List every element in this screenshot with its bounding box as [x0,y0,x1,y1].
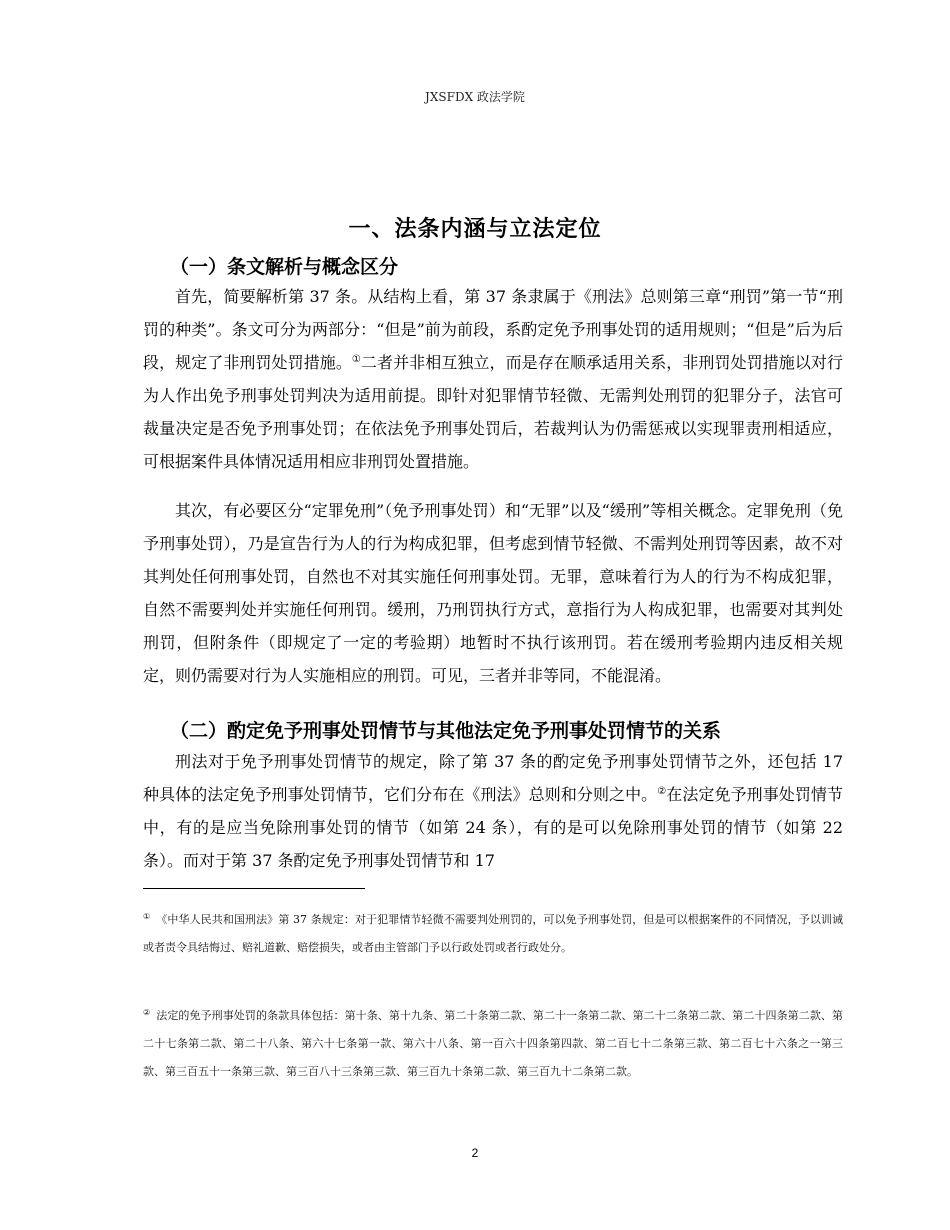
paragraph-1-text-a: 首先，简要解析第 37 条。从结构上看，第 37 条隶属于《刑法》总则第三章“刑罚”第一节“刑罚的种类”。条文可分为两部分：“但是”前为前段，系酌定免予刑事处罚的适用规则；“但是”后为后段，规定了非刑罚处罚措施。 [143,287,843,372]
paragraph-1 [143,280,843,478]
subsection-heading-1: （一）条文解析与概念区分 [170,256,399,278]
footnote-2 [143,1002,843,1086]
paragraph-3-text-a: 刑法对于免予刑事处罚情节的规定，除了第 37 条的酌定免予刑事处罚情节之外，还包括 17 种具体的法定免予刑事处罚情节，它们分布在《刑法》总则和分则之中。 [143,752,843,804]
paragraph-3 [143,745,843,877]
footnote-ref-2[interactable]: ② [657,786,667,797]
footnote-2-mark: ② [143,1008,151,1017]
footnote-1-text: 《中华人民共和国刑法》第 37 条规定：对于犯罪情节轻微不需要判处刑罚的，可以免予刑事处罚，但是可以根据案件的不同情况，予以训诫或者责令具结悔过、赔礼道歉、赔偿损失，或者由主管部门予以行政处罚或者行政处分。 [143,913,844,954]
footnote-1-mark: ① [143,912,151,921]
footnote-separator [143,888,365,889]
paragraph-3-text-b: 在法定免予刑事处罚情节中，有的是应当免除刑事处罚的情节（如第 24 条），有的是可以免除刑事处罚的情节（如第 22 条）。而对于第 37 条酌定免予刑事处罚情节和 17 [143,785,843,870]
subsection-heading-2: （二）酌定免予刑事处罚情节与其他法定免予刑事处罚情节的关系 [170,720,722,742]
page-header: JXSFDX 政法学院 [425,90,525,104]
paragraph-2: 其次，有必要区分“定罪免刑”（免予刑事处罚）和“无罪”以及“缓刑”等相关概念。定罪免刑（免予刑事处罚），乃是宣告行为人的行为构成犯罪，但考虑到情节轻微、不需判处刑罚等因素，故不对其判处任何刑事处罚，自然也不对其实施任何刑事处罚。无罪，意味着行为人的行为不构成犯罪，自然不需要判处并实施任何刑罚。缓刑，乃刑罚执行方式，意指行为人构成犯罪，也需要对其判处刑罚，但附条件（即规定了一定的考验期）地暂时不执行该刑罚。若在缓刑考验期内违反相关规定，则仍需要对行为人实施相应的刑罚。可见，三者并非等同，不能混淆。 [143,501,843,685]
paragraph-1-text-b: 二者并非相互独立，而是存在顺承适用关系，非刑罚处罚措施以对行为人作出免予刑事处罚判决为适用前提。即针对犯罪情节轻微、无需判处刑罚的犯罪分子，法官可裁量决定是否免予刑事处罚；在依法免予刑事处罚后，若裁判认为仍需惩戒以实现罪责刑相适应，可根据案件具体情况适用相应非刑罚处置措施。 [143,353,843,471]
footnote-ref-1[interactable]: ① [351,354,361,365]
footnote-2-text: 法定的免予刑事处罚的条款具体包括：第十条、第十九条、第二十条第二款、第二十一条第二款、第二十二条第二款、第二十四条第二款、第二十七条第二款、第二十八条、第六十七条第一款、第六十八条、第一百六十四条第四款、第二百七十二条第三款、第二百七十六条之一第三款、第三百五十一条第三款、第三百八十三条第三款、第三百九十条第二款、第三百九十二条第二款。 [143,1009,843,1078]
section-title: 一、法条内涵与立法定位 [348,217,602,242]
footnote-1 [143,906,843,962]
page-number: 2 [471,1146,479,1160]
